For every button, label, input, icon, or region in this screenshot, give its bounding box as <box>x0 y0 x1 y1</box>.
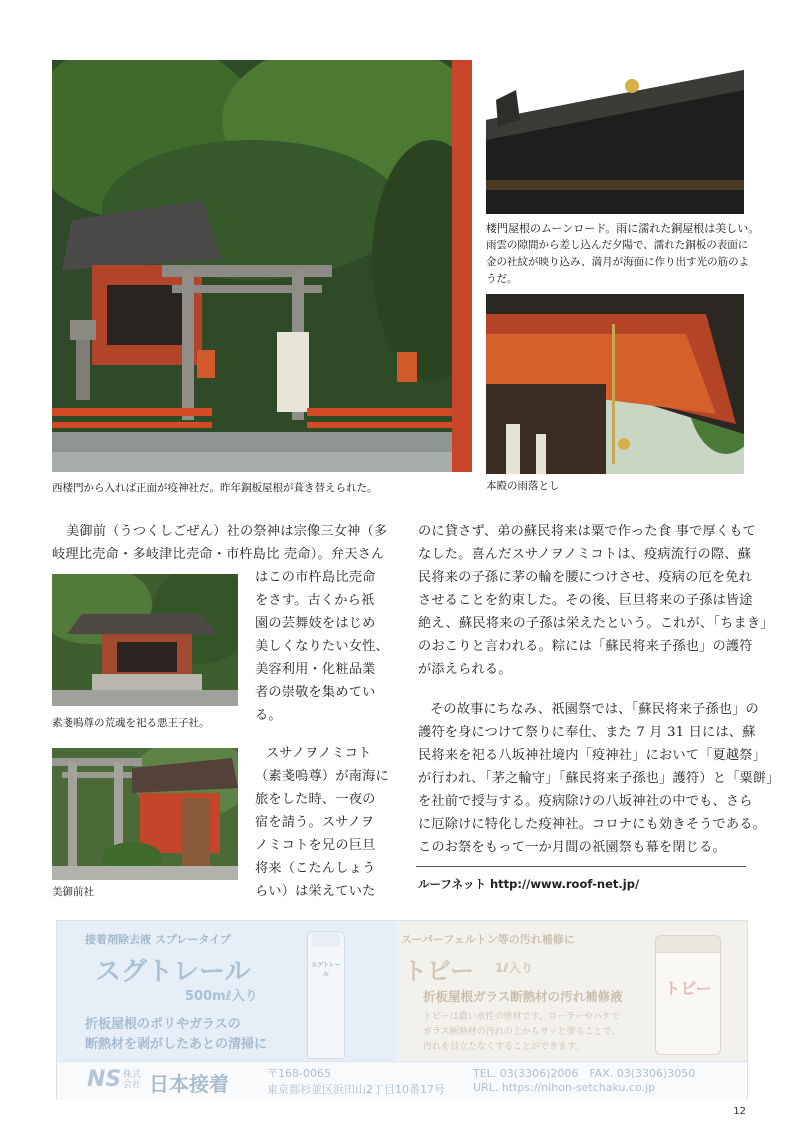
para1-line-3: 民将来の子孫に茅の輪を腰につけさせ、疫病の厄を免れ <box>418 570 753 585</box>
para1-line-4: させることを約束した。その後、巨旦将来の子孫は皆途 <box>418 593 753 608</box>
ad-right-tag: スーパーフェルトン等の汚れ補修に <box>401 933 575 946</box>
wrap2-line-2: （素戔嗚尊）が南海に <box>255 769 389 784</box>
company-address: 東京都杉並区浜田山2丁目10番17号 <box>267 1083 445 1096</box>
akuouji-photo-caption: 素戔嗚尊の荒魂を祀る悪王子社。 <box>52 717 210 729</box>
para2-line-7: このお祭をもって一か月間の祇園祭も幕を閉じる。 <box>418 840 726 855</box>
wrap1-line-7: る。 <box>255 708 282 723</box>
credit-divider <box>416 866 746 867</box>
main-photo-caption: 西楼門から入れば正面が疫神社だ。昨年銅板屋根が葺き替えられた。 <box>52 482 378 494</box>
company-url[interactable]: URL. https://nihon-setchaku.co.jp <box>473 1081 656 1094</box>
company-zip: 〒168-0065 <box>267 1067 331 1080</box>
roof-photo-caption-line1: 雨雲の隙間から差し込んだ夕陽で、濡れた銅板の表面に <box>486 239 749 251</box>
paint-jar-icon <box>655 935 721 1055</box>
ad-left-desc-1: 折板屋根のポリやガラスの <box>85 1017 241 1032</box>
main-shrine-photo <box>52 60 472 472</box>
ad-right-desc-2: ガラス断熱材の汚れの上からサッと塗ることで、 <box>423 1027 621 1037</box>
advertisement <box>56 920 748 1100</box>
ad-right-desc-3: 汚れを目立たなくすることができます。 <box>423 1042 585 1052</box>
para2-line-2: 護符を身につけて祭りに奉仕、また 7 月 31 日には、蘇 <box>418 725 756 740</box>
wrap2-line-4: 宿を請う。スサノヲ <box>255 815 375 830</box>
wrap2-line-6: 将来（こたんしょう <box>255 861 376 876</box>
wrap1-line-1: はこの市杵島比売命 <box>255 570 376 585</box>
wrap2-line-5: ノミコトを兄の巨旦 <box>255 838 376 853</box>
para2-line-6: に厄除けに特化した疫神社。コロナにも効きそうである。 <box>418 817 767 832</box>
para1-line-2: なした。喜んだスサノヲノミコトは、疫病流行の際、蘇 <box>418 547 752 562</box>
spray-can-label: スグトレール <box>310 962 341 978</box>
spray-can-icon <box>307 931 345 1059</box>
wrap1-line-3: 園の芸舞妓をはじめ <box>255 616 376 631</box>
para2-line-4: が行われ､「茅之輪守」「蘇民将来子孫也」護符）と「粟餅」 <box>418 771 780 786</box>
para1-line-6: のおこりと言われる。粽には「蘇民将来子孫也」の護符 <box>418 639 753 654</box>
para1-line-5: 絶え、蘇民将来の子孫は栄えたという。これが、「ちまき」 <box>418 616 774 631</box>
para2-line-5: を社前で授与する。疫病除けの八坂神社の中でも、さら <box>418 794 753 809</box>
para2-line-3: 民将来を祀る八坂神社境内「疫神社」において「夏越祭」 <box>418 748 767 763</box>
mimae-photo-caption: 美御前社 <box>52 886 94 898</box>
ad-left-volume: 500mℓ入り <box>185 989 258 1004</box>
company-kind: 株式会社 <box>123 1070 142 1090</box>
company-tel-fax: TEL. 03(3306)2006 FAX. 03(3306)3050 <box>473 1067 696 1080</box>
wrap1-line-5: 美容利用・化粧品業 <box>255 662 376 677</box>
wrap2-line-7: らい）は栄えていた <box>255 884 376 899</box>
wrap2-line-1: スサノヲノミコト <box>266 746 372 761</box>
ad-right-volume: 1ℓ入り <box>495 961 534 975</box>
credit-line: ルーフネット http://www.roof-net.jp/ <box>418 877 640 891</box>
roof-moonroad-photo <box>486 60 744 214</box>
wrap1-line-6: 者の崇敬を集めてい <box>255 685 376 700</box>
ad-company-footer <box>57 1061 747 1100</box>
intro-line-1: 美御前（うつくしごぜん）社の祭神は宗像三女神（多 <box>66 524 388 539</box>
honden-rain-photo <box>486 294 744 474</box>
ad-right-product: トビー <box>403 957 475 985</box>
akuouji-shrine-photo <box>52 574 238 706</box>
page-number: 12 <box>733 1106 746 1117</box>
mimae-shrine-photo <box>52 748 238 880</box>
roof-photo-caption-line3: うだ。 <box>486 273 518 285</box>
ad-left-tag: 接着剤除去液 スプレータイプ <box>85 933 231 946</box>
rain-photo-caption: 本殿の雨落とし <box>486 480 560 492</box>
roof-photo-caption-title: 楼門屋根のムーンロード。雨に濡れた銅屋根は美しい。 <box>486 222 760 235</box>
intro-line-2: 岐理比売命・多岐津比売命・市杵島比 売命）。弁天さん <box>52 547 385 562</box>
company-name: 日本接着 <box>149 1072 229 1096</box>
para1-line-1: のに貸さず、弟の蘇民将来は粟で作った食 事で厚くもて <box>418 524 757 539</box>
ad-left-desc-2: 断熱材を剥がしたあとの清掃に <box>85 1037 268 1052</box>
ad-sugutoreru-panel <box>57 921 397 1061</box>
ad-right-headline: 折板屋根ガラス断熱材の汚れ補修液 <box>423 989 623 1004</box>
para1-line-7: が添えられる。 <box>418 662 512 677</box>
paint-jar-label: トビー <box>664 979 712 998</box>
ad-left-product: スグトレール <box>95 957 251 987</box>
vermilion-pillar <box>452 60 472 472</box>
wrap2-line-3: 旅をした時、一夜の <box>255 792 376 807</box>
ad-toby-panel <box>399 921 747 1061</box>
wrap1-line-4: 美しくなりたい女性、 <box>255 639 389 654</box>
company-logo-icon: NS <box>87 1067 122 1092</box>
wrap1-line-2: をさす。古くから祇 <box>255 593 375 608</box>
roof-photo-caption-line2: 金の社紋が映り込み、満月が海面に作り出す光の筋のよ <box>486 256 750 268</box>
ad-right-desc-1: トビーは濃い水性の塗材です。ローラーやハケで <box>423 1012 620 1022</box>
para2-line-1: その故事にちなみ、祇園祭では、「蘇民将来子孫也」の <box>430 702 759 717</box>
